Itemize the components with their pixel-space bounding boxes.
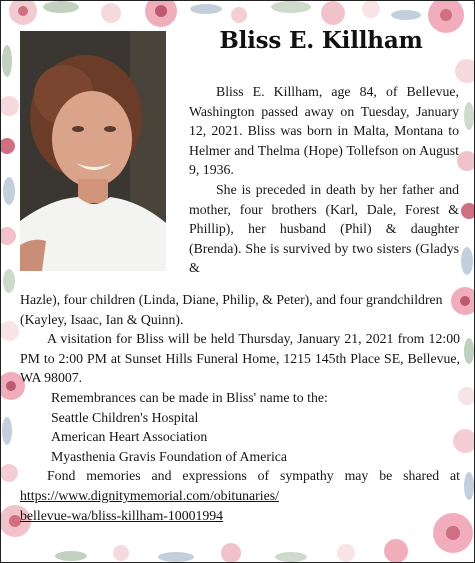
closing-text: Fond memories and expressions of sympathy may be shared at [47,468,460,484]
memorial-link-part-2[interactable]: bellevue-wa/bliss-killham-10001994 [20,507,224,523]
paragraph-visitation: A visitation for Bliss will be held Thursday, January 21, 2021 from 12:00 PM to 2:00 PM at Sunset Hills Funeral Home, 1215 145th Place SE, Bellevue, WA 98007. [20,331,460,386]
paragraph-closing [20,466,460,525]
paragraph-biography: Bliss E. Killham, age 84, of Bellevue, Washington passed away on Tuesday, January 12, 2021. Bliss was born in Malta, Montana to Helmer and Thelma (Hope) Tollefson on August 9, 1936. [189,84,459,178]
paragraph-family-part-1: She is preceded in death by her father and mother, four brothers (Karl, Dale, Forest & Phillip), her husband (Phil) & daughter (Brenda). She is survived by two sisters (Gladys & [189,181,459,276]
text-column-beside-photo [189,82,459,278]
charity-item: Seattle Children's Hospital [51,409,199,425]
memorial-link-part-1[interactable]: https://www.dignitymemorial.com/obitunaries/ [20,487,279,503]
remembrances-intro: Remembrances can be made in Bliss' name to the: [51,389,328,405]
charity-item: Myasthenia Gravis Foundation of America [51,448,288,464]
charity-item: American Heart Association [51,429,208,445]
portrait-photo [20,31,166,271]
text-full-width [20,290,460,525]
paragraph-family-part-2: Hazle), four children (Linda, Diane, Philip, & Peter), and four grandchildren (Kayley, Isaac, Ian & Quinn). [20,292,443,327]
obituary-content [1,1,474,562]
obituary-title: Bliss E. Killham [219,27,423,54]
